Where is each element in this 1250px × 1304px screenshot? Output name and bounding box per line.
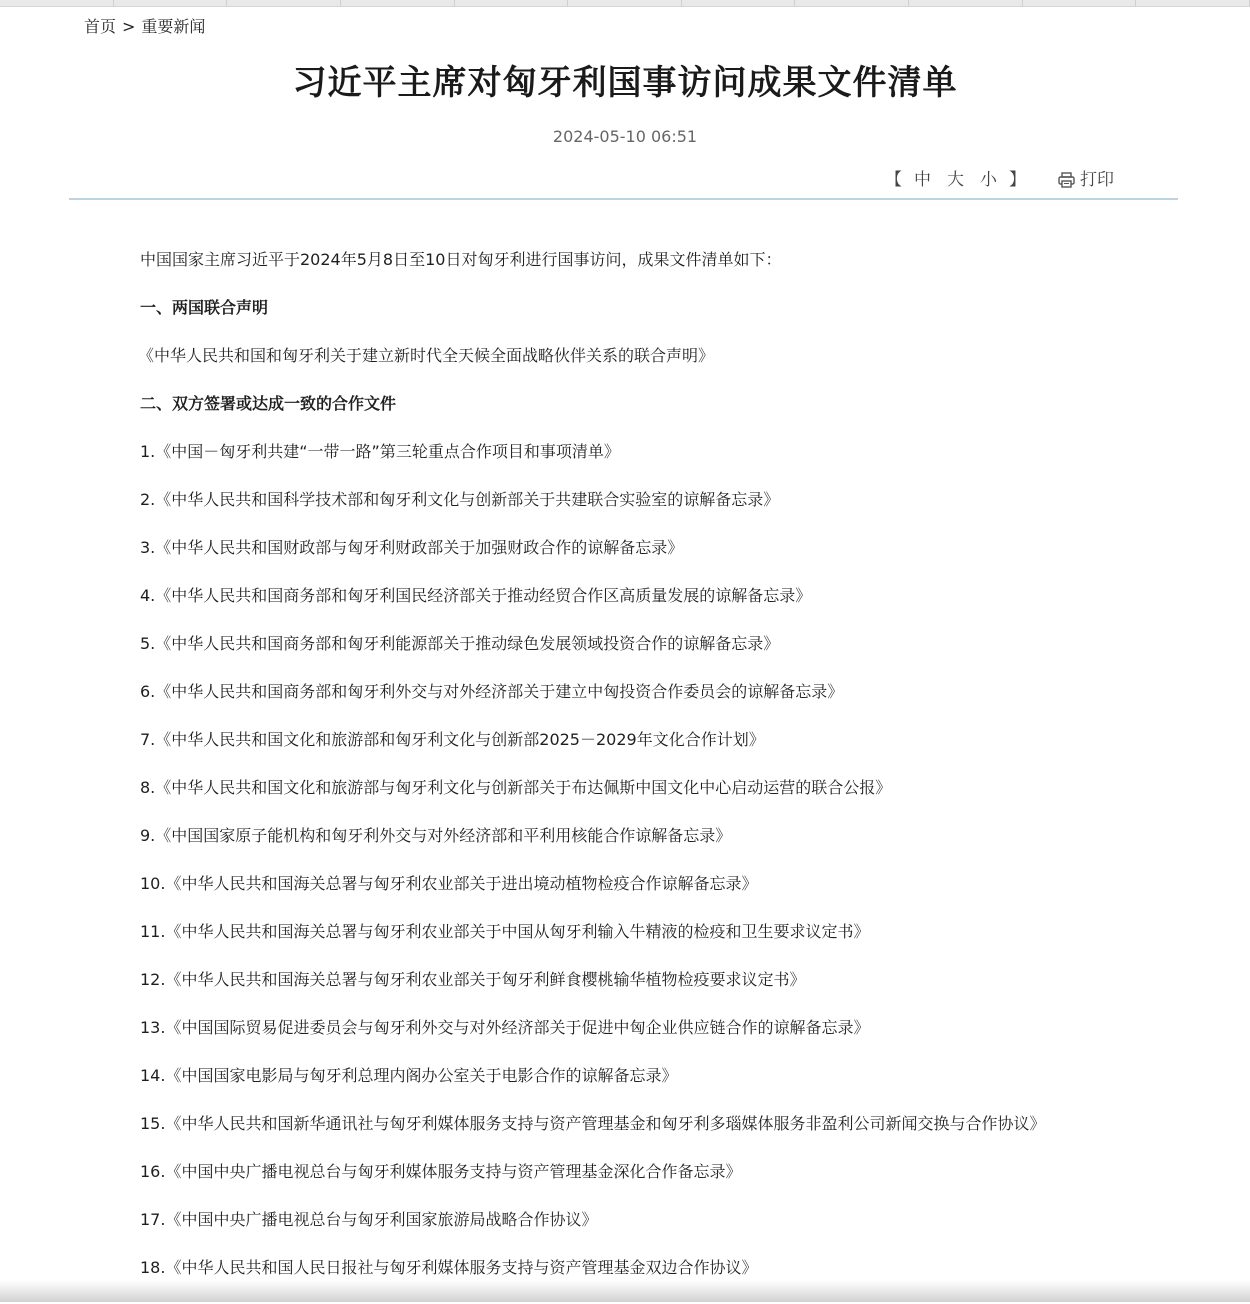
print-label: 打印 [1080, 170, 1114, 190]
document-list-item: 6.《中华人民共和国商务部和匈牙利外交与对外经济部关于建立中匈投资合作委员会的谅解备忘录》 [140, 682, 844, 701]
document-list-item: 15.《中华人民共和国新华通讯社与匈牙利媒体服务支持与资产管理基金和匈牙利多瑙媒体服务非盈利公司新闻交换与合作协议》 [140, 1114, 1046, 1133]
document-list-item: 7.《中华人民共和国文化和旅游部和匈牙利文化与创新部2025－2029年文化合作计划》 [140, 730, 765, 749]
document-list-item: 1.《中国－匈牙利共建“一带一路”第三轮重点合作项目和事项清单》 [140, 442, 620, 461]
breadcrumb [84, 16, 205, 38]
joint-statement-item: 《中华人民共和国和匈牙利关于建立新时代全天候全面战略伙伴关系的联合声明》 [138, 346, 715, 365]
font-size-selector [881, 169, 1030, 191]
browser-tab-strip [0, 0, 1250, 7]
document-list-item: 13.《中国国际贸易促进委员会与匈牙利外交与对外经济部关于促进中匈企业供应链合作的谅解备忘录》 [140, 1018, 870, 1037]
document-list-item: 5.《中华人民共和国商务部和匈牙利能源部关于推动绿色发展领域投资合作的谅解备忘录》 [140, 634, 780, 653]
section-heading-joint-statement: 一、两国联合声明 [140, 298, 269, 317]
breadcrumb-home-link[interactable]: 首页 [84, 17, 117, 36]
document-list-item: 18.《中华人民共和国人民日报社与匈牙利媒体服务支持与资产管理基金双边合作协议》 [140, 1258, 758, 1277]
document-list-item: 10.《中华人民共和国海关总署与匈牙利农业部关于进出境动植物检疫合作谅解备忘录》 [140, 874, 758, 893]
article-body [140, 248, 1160, 1304]
document-list-item: 9.《中国国家原子能机构和匈牙利外交与对外经济部和平利用核能合作谅解备忘录》 [140, 826, 732, 845]
print-button[interactable] [1058, 169, 1114, 191]
document-list-item: 12.《中华人民共和国海关总署与匈牙利农业部关于匈牙利鲜食樱桃输华植物检疫要求议定书》 [140, 970, 806, 989]
document-list-item: 8.《中华人民共和国文化和旅游部与匈牙利文化与创新部关于布达佩斯中国文化中心启动运营的联合公报》 [140, 778, 892, 797]
font-size-bracket-close: 】 [1009, 170, 1026, 190]
font-size-bracket-open: 【 [885, 170, 902, 190]
printer-icon [1058, 172, 1075, 188]
document-list-item: 16.《中国中央广播电视总台与匈牙利媒体服务支持与资产管理基金深化合作备忘录》 [140, 1162, 742, 1181]
font-size-medium-button[interactable]: 中 [914, 170, 931, 190]
bottom-scroll-shadow [0, 1280, 1250, 1302]
title-divider [69, 198, 1178, 200]
breadcrumb-section-link[interactable]: 重要新闻 [141, 17, 206, 36]
document-list-item: 17.《中国中央广播电视总台与匈牙利国家旅游局战略合作协议》 [140, 1210, 598, 1229]
document-list-item: 4.《中华人民共和国商务部和匈牙利国民经济部关于推动经贸合作区高质量发展的谅解备忘录》 [140, 586, 812, 605]
article-tools [881, 169, 1114, 191]
article-intro: 中国国家主席习近平于2024年5月8日至10日对匈牙利进行国事访问，成果文件清单如下： [140, 250, 782, 269]
font-size-large-button[interactable]: 大 [947, 170, 964, 190]
document-list-item: 11.《中华人民共和国海关总署与匈牙利农业部关于中国从匈牙利输入牛精液的检疫和卫生要求议定书》 [140, 922, 870, 941]
article-title: 习近平主席对匈牙利国事访问成果文件清单 [292, 63, 958, 103]
article-date: 2024-05-10 06:51 [552, 127, 698, 146]
section-heading-cooperation-documents: 二、双方签署或达成一致的合作文件 [140, 394, 397, 413]
document-list-item: 3.《中华人民共和国财政部与匈牙利财政部关于加强财政合作的谅解备忘录》 [140, 538, 684, 557]
breadcrumb-separator: > [122, 17, 136, 36]
font-size-small-button[interactable]: 小 [980, 170, 997, 190]
document-list-item: 14.《中国国家电影局与匈牙利总理内阁办公室关于电影合作的谅解备忘录》 [140, 1066, 678, 1085]
document-list-item: 2.《中华人民共和国科学技术部和匈牙利文化与创新部关于共建联合实验室的谅解备忘录》 [140, 490, 780, 509]
